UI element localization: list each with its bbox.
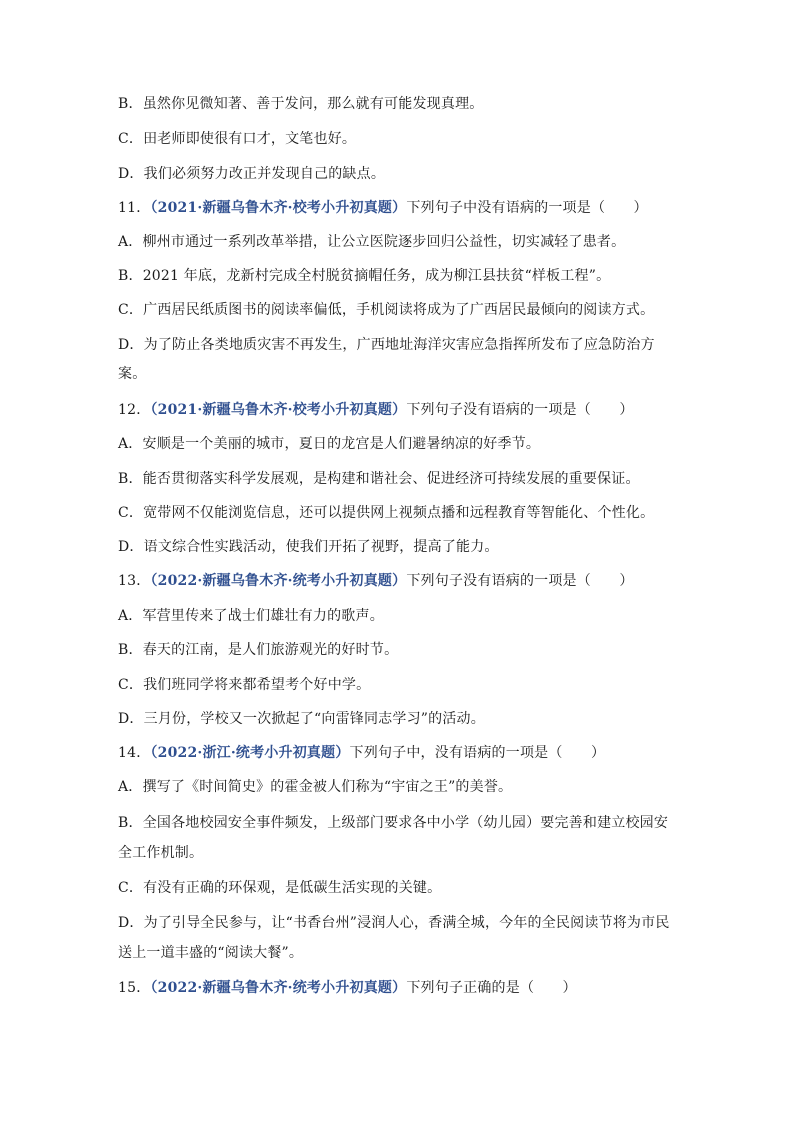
option-b-q11: B．2021 年底，龙新村完成全村脱贫摘帽任务，成为柳江县扶贫“样板工程”。 bbox=[118, 268, 611, 284]
option-d-q14-cont: 送上一道丰盛的“阅读大餐”。 bbox=[118, 945, 304, 961]
option-d-q13: D．三月份，学校又一次掀起了“向雷锋同志学习”的活动。 bbox=[118, 711, 485, 727]
question-source: （2021·新疆乌鲁木齐·校考小升初真题） bbox=[150, 402, 407, 418]
option-c-q12: C．宽带网不仅能浏览信息，还可以提供网上视频点播和远程教育等智能化、个性化。 bbox=[118, 505, 655, 521]
question-12 bbox=[118, 400, 678, 420]
question-number: 12． bbox=[118, 402, 151, 418]
question-number: 13． bbox=[118, 573, 151, 589]
question-stem: 下列句子中没有语病的一项是（ ） bbox=[406, 200, 648, 216]
option-c-q10: C．田老师即使很有口才，文笔也好。 bbox=[118, 131, 357, 147]
question-number: 15． bbox=[118, 980, 151, 996]
option-c-q13: C．我们班同学将来都希望考个好中学。 bbox=[118, 677, 371, 693]
option-a-q14: A．撰写了《时间简史》的霍金被人们称为“宇宙之王”的美誉。 bbox=[118, 779, 513, 795]
question-stem: 下列句子正确的是（ ） bbox=[406, 980, 577, 996]
option-d-q11-cont: 案。 bbox=[118, 366, 147, 382]
question-source: （2022·新疆乌鲁木齐·统考小升初真题） bbox=[150, 573, 407, 589]
option-c-q14: C．有没有正确的环保观，是低碳生活实现的关键。 bbox=[118, 880, 442, 896]
question-source: （2022·新疆乌鲁木齐·统考小升初真题） bbox=[150, 980, 407, 996]
option-a-q13: A．军营里传来了战士们雄壮有力的歌声。 bbox=[118, 608, 384, 624]
question-number: 14． bbox=[118, 745, 151, 761]
question-15 bbox=[118, 978, 678, 998]
question-13 bbox=[118, 571, 678, 591]
option-b-q10: B．虽然你见微知著、善于发问，那么就有可能发现真理。 bbox=[118, 96, 484, 112]
option-d-q14: D．为了引导全民参与，让“书香台州”浸润人心，香满全城，今年的全民阅读节将为市民 bbox=[118, 915, 670, 931]
option-a-q12: A．安顺是一个美丽的城市，夏日的龙宫是人们避暑纳凉的好季节。 bbox=[118, 436, 541, 452]
option-d-q10: D．我们必须努力改正并发现自己的缺点。 bbox=[118, 166, 386, 182]
question-stem: 下列句子没有语病的一项是（ ） bbox=[406, 402, 634, 418]
question-stem: 下列句子没有语病的一项是（ ） bbox=[406, 573, 634, 589]
option-b-q14: B．全国各地校园安全事件频发，上级部门要求各中小学（幼儿园）要完善和建立校园安 bbox=[118, 815, 669, 831]
question-number: 11． bbox=[118, 200, 151, 216]
question-source: （2021·新疆乌鲁木齐·校考小升初真题） bbox=[150, 200, 407, 216]
option-d-q12: D．语文综合性实践活动，使我们开拓了视野，提高了能力。 bbox=[118, 539, 499, 555]
option-d-q11: D．为了防止各类地质灾害不再发生，广西地址海洋灾害应急指挥所发布了应急防治方 bbox=[118, 337, 655, 353]
option-c-q11: C．广西居民纸质图书的阅读率偏低，手机阅读将成为了广西居民最倾向的阅读方式。 bbox=[118, 302, 655, 318]
question-11 bbox=[118, 198, 678, 218]
question-source: （2022·浙江·统考小升初真题） bbox=[150, 745, 350, 761]
option-b-q12: B．能否贯彻落实科学发展观，是构建和谐社会、促进经济可持续发展的重要保证。 bbox=[118, 471, 640, 487]
option-b-q14-cont: 全工作机制。 bbox=[118, 845, 204, 861]
option-b-q13: B．春天的江南，是人们旅游观光的好时节。 bbox=[118, 642, 399, 658]
question-stem: 下列句子中，没有语病的一项是（ ） bbox=[349, 745, 606, 761]
option-a-q11: A．柳州市通过一系列改革举措，让公立医院逐步回归公益性，切实减轻了患者。 bbox=[118, 234, 626, 250]
question-14 bbox=[118, 743, 678, 763]
